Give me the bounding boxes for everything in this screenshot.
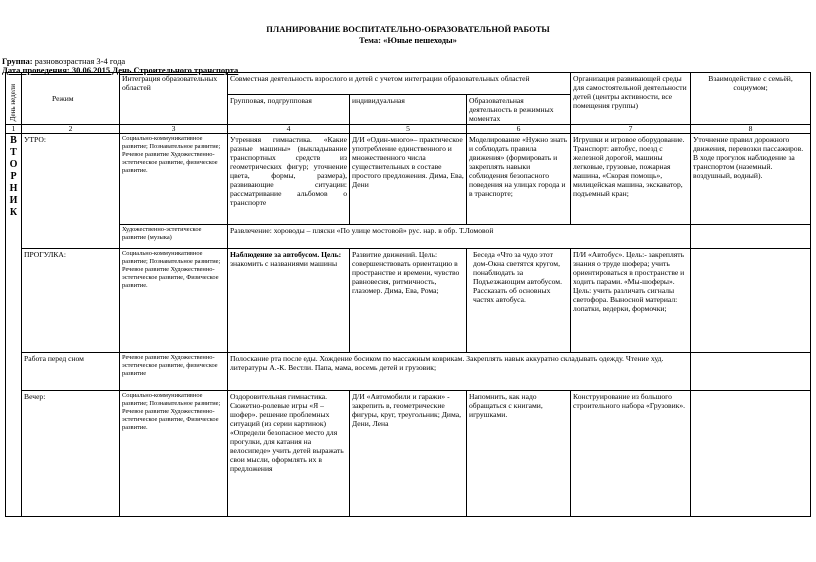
morning-entertainment: Развлечение: хороводы – пляски «По улице мостовой» рус. нар. в обр. Т.Ломовой	[228, 225, 691, 249]
nap-areas: Речевое развитие Художественно-эстетическое развитие, физическое развитие	[120, 353, 228, 391]
morning-individual: Д/И «Один-много»– практическое употребление единственного и множественного числа существительных в составе простого предложения. Дима, Ева, Дени	[350, 134, 467, 225]
day-cell	[6, 134, 22, 517]
day-letter: В	[10, 135, 17, 146]
walk-group-rest: знакомить с названиями машины	[230, 259, 338, 268]
morning-edu: Моделирование «Нужно знать и соблюдать правила движения» (формировать и закреплять навыки соблюдения безопасного поведения на улицах города и в транспорте;	[467, 134, 571, 225]
col-integration: Интеграция образовательных областей	[120, 73, 228, 125]
nap-family-empty	[691, 353, 811, 391]
walk-row	[6, 249, 811, 353]
walk-edu: Беседа «Что за чудо этот дом-Окна светятся кругом, понаблюдать за Подъезжающим автобусом. Рассказать об основных частях автобуса.	[467, 249, 571, 353]
plan-table	[5, 72, 811, 517]
page-theme: Тема: «Юные пешеходы»	[359, 35, 457, 45]
col-joint: Совместная деятельность взрослого и детей с учетом интеграции образовательных областей	[228, 73, 571, 95]
walk-family-empty	[691, 249, 811, 353]
num-cell: 2	[22, 125, 120, 134]
walk-group-bold: Наблюдение за автобусом. Цель:	[230, 250, 342, 259]
num-cell: 4	[228, 125, 350, 134]
morning-env: Игрушки и игровое оборудование. Транспорт: автобус, поезд с железной дорогой, машины легковые, грузовые, пожарная машина, «Скорая помощь», милицейская машина, экскаватор, подъемный кран;	[571, 134, 691, 225]
col-group: Групповая, подгрупповая	[228, 95, 350, 125]
evening-individual: Д/И «Автомобили и гаражи» - закрепить в, геометрические фигуры, круг, треугольник; Дима, Дени, Лена	[350, 391, 467, 517]
day-letter: И	[9, 195, 18, 206]
col-mode: Режим	[22, 73, 120, 125]
group-value: разновозрастная 3-4 года	[34, 56, 126, 66]
day-name	[8, 135, 19, 219]
morning-mode: УТРО:	[22, 134, 120, 249]
day-letter: Р	[10, 171, 17, 182]
page-title: ПЛАНИРОВАНИЕ ВОСПИТАТЕЛЬНО-ОБРАЗОВАТЕЛЬНОЙ РАБОТЫ	[266, 24, 550, 34]
col-day-week: День недели	[6, 73, 22, 125]
morning-areas: Социально-коммуникативное развитие; Познавательное развитие; Речевое развитие Художественно-эстетическое развитие, физическое развитие.	[120, 134, 228, 225]
group-label: Группа:	[2, 56, 33, 66]
walk-env: П/И «Автобус». Цель:- закреплять знания о труде шофера; учить ориентироваться в пространстве и ходить парами. «Мы-шоферы». Цель: учить различать сигналы светофора. Выносной материал: лопатки, ведерки, формочки;	[571, 249, 691, 353]
walk-individual: Развитие движений. Цель: совершенствовать ориентацию в пространстве и времени, чувство равновесия, ритмичность, глазомер. Дима, Ева, Рома;	[350, 249, 467, 353]
walk-mode: ПРОГУЛКА:	[22, 249, 120, 353]
morning-music-row	[6, 225, 811, 249]
day-letter: К	[9, 207, 18, 218]
evening-env: Конструирование из большого строительного набора «Грузовик».	[571, 391, 691, 517]
num-cell: 7	[571, 125, 691, 134]
evening-family-empty	[691, 391, 811, 517]
header-row-1	[6, 73, 811, 95]
evening-group: Оздоровительная гимнастика. Сюжетно-ролевые игры «Я – шофер». решение проблемных ситуаций (из серии картинок) «Определи безопасное место для прогулки, для катания на велосипеде» учить детей выражать свои мысли, оформлять их в предложения	[228, 391, 350, 517]
morning-group: Утренняя гимнастика. «Какие разные машины» (выкладывание транспортных средств из геометрических фигур; уточнение цвета, формы, размера), развивающие ситуации: рассматривание альбомов о транспорте	[228, 134, 350, 225]
evening-areas: Социально-коммуникативное развитие; Познавательное развитие; Речевое развитие Художественно-эстетическое развитие, Физическое развитие.	[120, 391, 228, 517]
day-letter: О	[9, 159, 18, 170]
number-row	[6, 125, 811, 134]
evening-mode: Вечер:	[22, 391, 120, 517]
morning-row	[6, 134, 811, 225]
evening-row	[6, 391, 811, 517]
morning-family-empty	[691, 225, 811, 249]
num-cell: 1	[6, 125, 22, 134]
morning-areas-music: Художественно-эстетическое развитие (музыка)	[120, 225, 228, 249]
nap-mode: Работа перед сном	[22, 353, 120, 391]
col-env: Организация развивающей среды для самостоятельной деятельности детей (центры активности, все помещения группы)	[571, 73, 691, 125]
date-line: Дата проведения: 30.06.2015 День Строительного транспорта	[2, 65, 239, 75]
walk-areas: Социально-коммуникативное развитие; Познавательное развитие; Речевое развитие Художественно-эстетическое развитие, Физическое развитие.	[120, 249, 228, 353]
nap-row	[6, 353, 811, 391]
evening-edu: Напомнить, как надо обращаться с книгами, игрушками.	[467, 391, 571, 517]
num-cell: 8	[691, 125, 811, 134]
nap-text: Полоскание рта после еды. Хождение босиком по массажным коврикам. Закреплять навык аккуратно складывать одежду. Чтение худ. литературы А.-К. Вестли. Папа, мама, восемь детей и грузовик;	[228, 353, 691, 391]
day-letter: Н	[9, 183, 18, 194]
num-cell: 5	[350, 125, 467, 134]
num-cell: 3	[120, 125, 228, 134]
col-individual: индивидуальная	[350, 95, 467, 125]
num-cell: 6	[467, 125, 571, 134]
col-edu: Образовательная деятельность в режимных моментах	[467, 95, 571, 125]
col-family: Взаимодействие с семьёй, социумом;	[691, 73, 811, 125]
walk-group	[228, 249, 350, 353]
day-letter: Т	[10, 147, 17, 158]
morning-family: Уточнение правил дорожного движения, перевозки пассажиров. В ходе прогулок наблюдение за транспортом (наземный. воздушный, водный).	[691, 134, 811, 225]
